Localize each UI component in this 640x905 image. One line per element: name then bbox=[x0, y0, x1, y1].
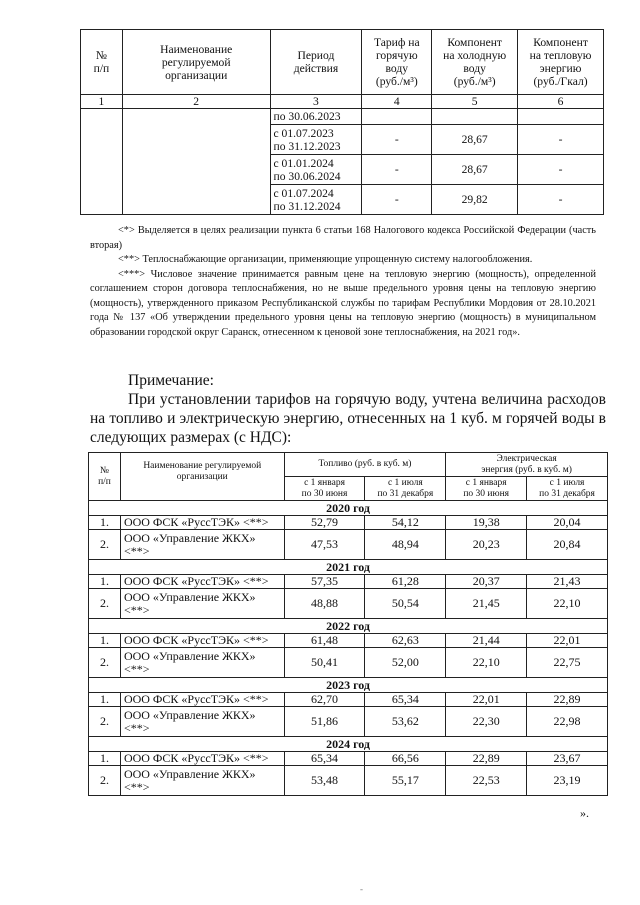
value-cell: 61,28 bbox=[365, 575, 446, 589]
subheader-h1: с 1 января по 30 июня bbox=[446, 477, 527, 501]
value-cell: 62,70 bbox=[284, 693, 365, 707]
heat-cell: - bbox=[518, 155, 604, 185]
col-number: 5 bbox=[432, 95, 518, 109]
value-cell: 52,00 bbox=[365, 648, 446, 678]
heat-cell: - bbox=[518, 125, 604, 155]
year-label: 2021 год bbox=[89, 560, 608, 575]
year-label: 2022 год bbox=[89, 619, 608, 634]
year-label: 2023 год bbox=[89, 678, 608, 693]
year-label: 2020 год bbox=[89, 501, 608, 516]
value-cell: 65,34 bbox=[365, 693, 446, 707]
value-cell: 22,89 bbox=[527, 693, 608, 707]
year-row bbox=[89, 501, 608, 516]
remark-text: При установлении тарифов на горячую воду, учтена величина расходов на топливо и электрическую энергию, отнесенных на 1 куб. м горячей воды в следующих размерах (с НДС): bbox=[90, 391, 606, 446]
period-cell: с 01.07.2024 по 31.12.2024 bbox=[270, 185, 362, 215]
row-number: 1. bbox=[89, 516, 121, 530]
table-row bbox=[89, 530, 608, 560]
hot-cell bbox=[362, 109, 432, 125]
org-name: ООО «Управление ЖКХ» <**> bbox=[120, 766, 284, 796]
tariff-table-header bbox=[81, 30, 604, 95]
value-cell: 53,62 bbox=[365, 707, 446, 737]
period-cell: по 30.06.2023 bbox=[270, 109, 362, 125]
table-row bbox=[89, 634, 608, 648]
value-cell: 21,45 bbox=[446, 589, 527, 619]
footnote-3: <***> Числовое значение принимается равным цене на тепловую энергию (мощность), определенной соглашением сторон договора теплоснабжения, но не выше предельного уровня цены на тепловую энергию (мощность), утвержденного приказом Республиканской службы по тарифам Республики Мордовия от 28.10.2021 года № 137 «Об утверждении предельного уровня цены на тепловую энергию (мощность) в муниципальном образовании городской округ Саранск, отнесенном к ценовой зоне теплоснабжения, на 2021 год». bbox=[90, 268, 596, 338]
subheader-h1: с 1 января по 30 июня bbox=[284, 477, 365, 501]
org-name: ООО ФСК «РуссТЭК» <**> bbox=[120, 516, 284, 530]
row-number: 1. bbox=[89, 752, 121, 766]
org-name: ООО ФСК «РуссТЭК» <**> bbox=[120, 693, 284, 707]
period-cell: с 01.01.2024 по 30.06.2024 bbox=[270, 155, 362, 185]
header-period: Период действия bbox=[270, 30, 362, 95]
remark-title: Примечание: bbox=[128, 372, 214, 389]
value-cell: 22,10 bbox=[527, 589, 608, 619]
value-cell: 21,44 bbox=[446, 634, 527, 648]
row-number: 1. bbox=[89, 693, 121, 707]
table-row bbox=[89, 648, 608, 678]
row-number: 2. bbox=[89, 707, 121, 737]
header-electricity: Электрическая энергия (руб. в куб. м) bbox=[446, 453, 608, 477]
col-number: 3 bbox=[270, 95, 362, 109]
value-cell: 55,17 bbox=[365, 766, 446, 796]
value-cell: 20,23 bbox=[446, 530, 527, 560]
value-cell: 22,01 bbox=[527, 634, 608, 648]
value-cell: 50,41 bbox=[284, 648, 365, 678]
footnotes bbox=[90, 224, 596, 340]
year-row bbox=[89, 678, 608, 693]
value-cell: 62,63 bbox=[365, 634, 446, 648]
value-cell: 53,48 bbox=[284, 766, 365, 796]
value-cell: 50,54 bbox=[365, 589, 446, 619]
table-row bbox=[81, 109, 604, 125]
org-name: ООО ФСК «РуссТЭК» <**> bbox=[120, 752, 284, 766]
cold-cell bbox=[432, 109, 518, 125]
row-number: 2. bbox=[89, 766, 121, 796]
row-number: 2. bbox=[89, 648, 121, 678]
value-cell: 22,75 bbox=[527, 648, 608, 678]
value-cell: 47,53 bbox=[284, 530, 365, 560]
org-name: ООО ФСК «РуссТЭК» <**> bbox=[120, 575, 284, 589]
table-row bbox=[89, 766, 608, 796]
value-cell: 65,34 bbox=[284, 752, 365, 766]
value-cell: 22,01 bbox=[446, 693, 527, 707]
year-row bbox=[89, 560, 608, 575]
value-cell: 61,48 bbox=[284, 634, 365, 648]
table-row bbox=[89, 752, 608, 766]
row-number: 2. bbox=[89, 530, 121, 560]
year-row bbox=[89, 737, 608, 752]
cold-cell: 29,82 bbox=[432, 185, 518, 215]
column-number-row bbox=[81, 95, 604, 109]
header-fuel: Топливо (руб. в куб. м) bbox=[284, 453, 446, 477]
value-cell: 48,94 bbox=[365, 530, 446, 560]
header-num: № п/п bbox=[81, 30, 123, 95]
year-row bbox=[89, 619, 608, 634]
col-number: 1 bbox=[81, 95, 123, 109]
value-cell: 20,84 bbox=[527, 530, 608, 560]
cold-cell: 28,67 bbox=[432, 155, 518, 185]
heat-cell: - bbox=[518, 185, 604, 215]
expenses-body bbox=[89, 501, 608, 796]
table-row bbox=[89, 693, 608, 707]
footnote-2: <**> Теплоснабжающие организации, применяющие упрощенную систему налогообложения. bbox=[118, 254, 533, 265]
value-cell: 22,30 bbox=[446, 707, 527, 737]
table-row bbox=[89, 575, 608, 589]
value-cell: 21,43 bbox=[527, 575, 608, 589]
row-number: 2. bbox=[89, 589, 121, 619]
year-label: 2024 год bbox=[89, 737, 608, 752]
org-name: ООО «Управление ЖКХ» <**> bbox=[120, 707, 284, 737]
value-cell: 22,53 bbox=[446, 766, 527, 796]
org-name: ООО «Управление ЖКХ» <**> bbox=[120, 530, 284, 560]
hot-cell: - bbox=[362, 155, 432, 185]
header-cold-water: Компонент на холодную воду (руб./м³) bbox=[432, 30, 518, 95]
header-hot-water: Тариф на горячую воду (руб./м³) bbox=[362, 30, 432, 95]
scan-speck: - bbox=[360, 884, 363, 894]
period-cell: с 01.07.2023 по 31.12.2023 bbox=[270, 125, 362, 155]
hot-cell: - bbox=[362, 125, 432, 155]
value-cell: 23,67 bbox=[527, 752, 608, 766]
table-row bbox=[89, 589, 608, 619]
value-cell: 57,35 bbox=[284, 575, 365, 589]
value-cell: 52,79 bbox=[284, 516, 365, 530]
value-cell: 22,98 bbox=[527, 707, 608, 737]
num-cell-empty bbox=[81, 109, 123, 215]
cold-cell: 28,67 bbox=[432, 125, 518, 155]
value-cell: 48,88 bbox=[284, 589, 365, 619]
value-cell: 51,86 bbox=[284, 707, 365, 737]
end-mark: ». bbox=[580, 806, 589, 820]
footnote-1: <*> Выделяется в целях реализации пункта 6 статьи 168 Налогового кодекса Российской Федерации (часть вторая) bbox=[90, 225, 596, 251]
col-number: 4 bbox=[362, 95, 432, 109]
expenses-table bbox=[88, 452, 608, 796]
header-org: Наименование регулируемой организации bbox=[122, 30, 270, 95]
table-row bbox=[89, 707, 608, 737]
header-num: № п/п bbox=[89, 453, 121, 501]
expenses-header bbox=[89, 453, 608, 477]
header-org: Наименование регулируемой организации bbox=[120, 453, 284, 501]
value-cell: 54,12 bbox=[365, 516, 446, 530]
value-cell: 22,10 bbox=[446, 648, 527, 678]
hot-cell: - bbox=[362, 185, 432, 215]
org-name: ООО «Управление ЖКХ» <**> bbox=[120, 648, 284, 678]
value-cell: 20,04 bbox=[527, 516, 608, 530]
org-name: ООО ФСК «РуссТЭК» <**> bbox=[120, 634, 284, 648]
value-cell: 66,56 bbox=[365, 752, 446, 766]
header-heat: Компонент на тепловую энергию (руб./Гкал) bbox=[518, 30, 604, 95]
org-cell-empty bbox=[122, 109, 270, 215]
subheader-h2: с 1 июля по 31 декабря bbox=[365, 477, 446, 501]
row-number: 1. bbox=[89, 575, 121, 589]
value-cell: 23,19 bbox=[527, 766, 608, 796]
tariff-table bbox=[80, 29, 604, 215]
row-number: 1. bbox=[89, 634, 121, 648]
heat-cell bbox=[518, 109, 604, 125]
value-cell: 22,89 bbox=[446, 752, 527, 766]
value-cell: 20,37 bbox=[446, 575, 527, 589]
col-number: 2 bbox=[122, 95, 270, 109]
org-name: ООО «Управление ЖКХ» <**> bbox=[120, 589, 284, 619]
value-cell: 19,38 bbox=[446, 516, 527, 530]
subheader-h2: с 1 июля по 31 декабря bbox=[527, 477, 608, 501]
col-number: 6 bbox=[518, 95, 604, 109]
table-row bbox=[89, 516, 608, 530]
